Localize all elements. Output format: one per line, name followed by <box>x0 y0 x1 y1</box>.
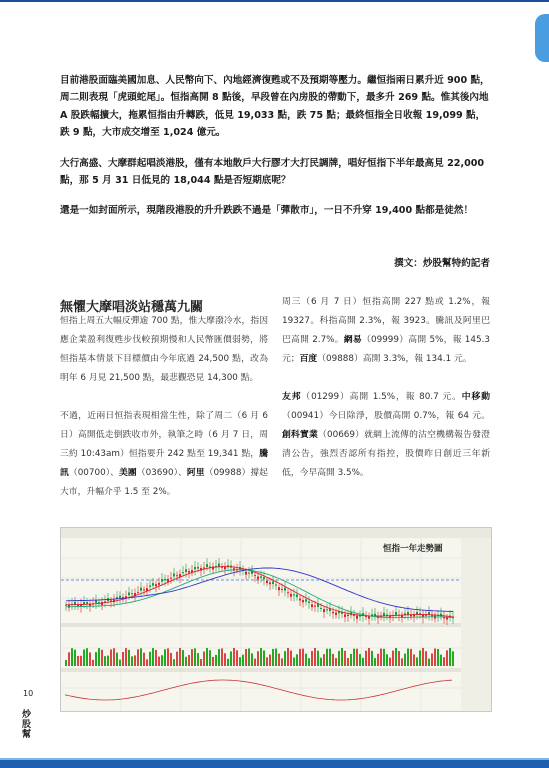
candle-body <box>194 567 196 569</box>
volume-bar <box>296 654 298 666</box>
volume-bar <box>443 657 445 666</box>
volume-bar <box>359 654 361 666</box>
volume-bar <box>68 652 70 666</box>
volume-bar <box>272 649 274 666</box>
candle-body <box>311 604 313 607</box>
volume-bar <box>149 652 151 666</box>
candle-body <box>167 579 169 582</box>
volume-bar <box>425 651 427 666</box>
volume-bar <box>206 648 208 666</box>
volume-bar <box>239 657 241 666</box>
volume-bar <box>422 648 424 666</box>
right-p2-text-c2: （00941）今日除淨，股價高開 0.7%，報 64 元。 <box>282 411 490 421</box>
volume-bar <box>86 648 88 666</box>
volume-bar <box>140 648 142 666</box>
volume-bar <box>221 648 223 666</box>
candle-body <box>278 587 280 590</box>
candle-body <box>218 564 220 567</box>
candle-body <box>368 616 370 619</box>
volume-bar <box>371 651 373 666</box>
volume-bar <box>119 660 121 666</box>
intro-paragraph-3: 還是一如封面所示，現階段港股的升升跌跌不過是「彈散市」，一日不升穿 19,400 點都是徒然！ <box>60 205 474 217</box>
volume-bar <box>347 658 349 666</box>
volume-bar <box>266 657 268 666</box>
volume-bar <box>305 654 307 666</box>
volume-bar <box>344 651 346 666</box>
left-p2-text-c2: （03690）、 <box>136 468 187 478</box>
candle-body <box>263 577 265 579</box>
paragraph-gap <box>60 388 268 407</box>
volume-bar <box>218 649 220 666</box>
volume-bar <box>353 649 355 666</box>
volume-bar <box>233 648 235 666</box>
candle-body <box>320 608 322 609</box>
volume-bar <box>173 659 175 666</box>
volume-bar <box>77 656 79 666</box>
candle-body <box>407 612 409 614</box>
volume-bar <box>449 648 451 666</box>
candle-body <box>152 583 154 585</box>
volume-bar <box>326 649 328 666</box>
left-p2-text-a: 不過，近兩日恒指表現相當生性，除了周二（6 月 6 日）高開低走倒跌收市外，執筆之時（6 月 7 日，周三約 10:43am）恒指要升 242 點至 19,341 點， <box>60 411 268 459</box>
volume-bar <box>254 659 256 666</box>
candle-body <box>254 575 256 576</box>
candle-body <box>119 596 121 598</box>
volume-bar <box>179 648 181 666</box>
candle-body <box>284 588 286 591</box>
candle-body <box>143 589 145 590</box>
volume-bar <box>341 648 343 666</box>
volume-bar <box>338 651 340 666</box>
right-paragraph-2 <box>282 388 490 483</box>
volume-bar <box>275 649 277 666</box>
volume-bar <box>248 648 250 666</box>
chart-title: 恒指一年走勢圖 <box>383 544 443 554</box>
volume-bar <box>362 658 364 666</box>
volume-bar <box>146 659 148 666</box>
volume-bar <box>245 649 247 666</box>
right-paragraph-1 <box>282 293 490 369</box>
left-paragraph-1: 恒指上周五大幅反彈逾 700 點，惟大摩潑冷水，指因應企業盈利復甦步伐較預期慢和人民幣匯價弱勢，將恒指基本情景下目標價由今年底過 24,500 點，改為明年 6 月見 21,500 點，最悲觀恐見 14,300 點。 <box>60 316 268 383</box>
candle-body <box>248 573 250 574</box>
volume-bar <box>278 654 280 666</box>
volume-bar <box>197 653 199 666</box>
candle-body <box>182 572 184 573</box>
volume-bar <box>215 655 217 666</box>
candle-body <box>203 567 205 568</box>
right-p1-text-c1: （09999）高開 5%，報 145.3 元； <box>282 335 490 364</box>
volume-bar <box>290 651 292 666</box>
volume-bar <box>143 653 145 666</box>
candle-body <box>260 576 262 578</box>
stock-name-netease: 網易 <box>343 335 362 345</box>
chart-divider-1 <box>61 623 491 627</box>
volume-bar <box>287 648 289 666</box>
candle-body <box>86 602 88 604</box>
volume-bar <box>446 650 448 666</box>
volume-bar <box>392 651 394 666</box>
candle-body <box>431 615 433 616</box>
volume-bar <box>200 659 202 666</box>
paragraph-gap <box>282 369 490 388</box>
volume-bar <box>257 651 259 666</box>
page-corner-tab <box>535 14 549 62</box>
candle-body <box>293 594 295 595</box>
volume-bar <box>380 649 382 666</box>
volume-bar <box>410 649 412 666</box>
candle-body <box>149 585 151 586</box>
candle-body <box>170 578 172 579</box>
candle-body <box>155 584 157 586</box>
volume-bar <box>281 658 283 666</box>
volume-bar <box>152 648 154 666</box>
volume-bar <box>335 658 337 666</box>
volume-bar <box>191 649 193 666</box>
candle-body <box>323 609 325 612</box>
candle-body <box>266 581 268 583</box>
volume-bar <box>122 652 124 666</box>
candle-body <box>158 583 160 585</box>
volume-bar <box>350 654 352 666</box>
volume-bar <box>323 654 325 666</box>
oscillator-line <box>65 680 452 700</box>
candle-body <box>314 606 316 607</box>
volume-bar <box>203 652 205 666</box>
volume-bar <box>242 655 244 666</box>
page-header-band <box>0 0 549 48</box>
byline: 撰文：炒股幫特約記者 <box>394 258 490 269</box>
candle-body <box>272 581 274 584</box>
volume-bar <box>320 658 322 666</box>
candle-body <box>335 613 337 615</box>
volume-bar <box>407 649 409 666</box>
volume-bar <box>188 655 190 666</box>
volume-bar <box>404 654 406 666</box>
volume-bar <box>293 658 295 666</box>
candle-body <box>302 600 304 602</box>
volume-bar <box>65 660 67 666</box>
candle-body <box>383 613 385 616</box>
volume-bar <box>308 658 310 666</box>
volume-bar <box>158 657 160 666</box>
volume-bar <box>317 651 319 666</box>
left-column <box>60 312 268 502</box>
volume-bar <box>212 657 214 666</box>
candle-body <box>173 573 175 576</box>
footer-band <box>0 760 549 768</box>
volume-bar <box>125 648 127 666</box>
volume-bar <box>104 656 106 666</box>
moving-average-red <box>66 567 453 617</box>
stock-name-aia: 友邦 <box>282 392 302 402</box>
volume-bar <box>113 648 115 666</box>
left-p2-text-c3: （09988）撐起大市，升幅介乎 1.5 至 2%。 <box>60 468 268 497</box>
volume-bar <box>428 659 430 666</box>
stock-name-china-mobile: 中移動 <box>461 392 490 402</box>
volume-bar <box>131 656 133 666</box>
volume-bar <box>263 650 265 666</box>
candle-body <box>164 579 166 580</box>
volume-bar <box>83 650 85 666</box>
candle-body <box>281 589 283 590</box>
chart-price-axis <box>461 538 491 711</box>
volume-bar <box>251 653 253 666</box>
volume-bar <box>164 649 166 666</box>
candle-body <box>365 616 367 617</box>
candle-body <box>206 564 208 567</box>
volume-bar <box>434 649 436 666</box>
candle-body <box>137 592 139 593</box>
moving-average-blue <box>66 568 453 612</box>
volume-bar <box>383 649 385 666</box>
volume-bar <box>437 649 439 666</box>
candle-body <box>197 567 199 569</box>
candle-body <box>188 571 190 573</box>
volume-bar <box>74 650 76 666</box>
volume-bar <box>95 652 97 666</box>
volume-bar <box>182 650 184 666</box>
candle-body <box>83 602 85 604</box>
volume-bar <box>98 648 100 666</box>
candle-body <box>326 609 328 610</box>
volume-bar <box>413 654 415 666</box>
candle-body <box>344 614 346 617</box>
candle-body <box>104 601 106 602</box>
volume-bar <box>167 648 169 666</box>
volume-bar <box>374 658 376 666</box>
volume-bar <box>170 653 172 666</box>
volume-bar <box>107 656 109 666</box>
chart-graphic <box>61 528 491 711</box>
volume-bar <box>284 651 286 666</box>
hsi-one-year-chart-image <box>60 527 492 712</box>
candle-body <box>185 569 187 572</box>
volume-bar <box>452 651 454 666</box>
volume-bar <box>398 651 400 666</box>
candle-body <box>296 594 298 597</box>
candle-body <box>74 602 76 605</box>
stock-name-techtronic: 創科實業 <box>282 430 318 440</box>
candle-body <box>347 615 349 616</box>
candle-body <box>257 576 259 579</box>
volume-bar <box>416 657 418 666</box>
volume-bar <box>386 654 388 666</box>
volume-bar <box>161 655 163 666</box>
left-p2-text-c1: （00700）、 <box>68 468 120 478</box>
volume-bar <box>431 653 433 666</box>
candle-body <box>224 567 226 570</box>
candle-body <box>299 599 301 601</box>
stock-name-meituan: 美團 <box>119 468 137 478</box>
intro-block <box>60 72 490 233</box>
page-header-rule <box>0 0 549 2</box>
candle-body <box>332 612 334 613</box>
volume-bar <box>377 654 379 666</box>
volume-bar <box>368 648 370 666</box>
volume-bar <box>389 658 391 666</box>
volume-bar <box>71 648 73 666</box>
candle-body <box>140 588 142 591</box>
candle-body <box>269 582 271 584</box>
candle-body <box>395 612 397 615</box>
intro-paragraph-1: 目前港股面臨美國加息、人民幣向下、內地經濟復甦或不及預期等壓力。繼恒指兩日累升近 900 點，周二則表現「虎頭蛇尾」。恒指高開 8 點後，早段曾在內房股的帶動下，最多升 269 點。惟其後內地 A 股跌幅擴大，拖累恒指由升轉跌，低見 19,033 點，跌 75 點；最終恒指全日收報 19,099 點，跌 9 點，大市成交增至 1,024 億元。 <box>60 75 490 139</box>
volume-bar <box>236 650 238 666</box>
volume-bar <box>92 660 94 666</box>
moving-average-green <box>66 570 453 618</box>
volume-bar <box>89 652 91 666</box>
candle-body <box>308 601 310 603</box>
intro-paragraph-2: 大行高盛、大摩群起唱淡港股，僅有本地散戶大行膠才大打民調牌，唱好恒指下半年最高見 22,000 點，那 5 月 31 日低見的 18,044 點是否短期底呢？ <box>60 157 485 187</box>
candle-body <box>404 613 406 614</box>
right-column <box>282 293 490 483</box>
volume-bar <box>110 649 112 666</box>
volume-bar <box>356 649 358 666</box>
stock-name-baidu: 百度 <box>299 354 318 364</box>
volume-bar <box>80 656 82 666</box>
candle-body <box>356 616 358 619</box>
left-paragraph-2 <box>60 407 268 502</box>
volume-bar <box>299 649 301 666</box>
volume-bar <box>311 651 313 666</box>
volume-bar <box>329 649 331 666</box>
candle-body <box>275 585 277 586</box>
volume-bar <box>128 650 130 666</box>
volume-bar <box>302 649 304 666</box>
volume-bar <box>224 653 226 666</box>
candle-body <box>176 575 178 576</box>
volume-bar <box>194 648 196 666</box>
volume-bar <box>395 648 397 666</box>
section-title: 無懼大摩唱淡站穩萬九關 <box>60 300 204 315</box>
volume-bar <box>365 651 367 666</box>
candle-body <box>245 572 247 575</box>
volume-bar <box>269 655 271 666</box>
volume-bar <box>230 651 232 666</box>
candle-body <box>353 615 355 616</box>
stock-name-tencent: 騰訊 <box>60 449 268 478</box>
right-p1-text-a: 周三（6 月 7 日）恒指高開 227 點或 1.2%，報 19327。科指高開 2.3%，報 3923。騰訊及阿里巴巴高開 2.7%。 <box>282 297 490 345</box>
volume-bar <box>440 655 442 666</box>
volume-bars <box>65 648 454 666</box>
right-p2-text-c1: （01299）高開 1.5%，報 80.7 元。 <box>301 392 462 402</box>
volume-bar <box>176 652 178 666</box>
volume-bar <box>332 654 334 666</box>
volume-bar <box>155 650 157 666</box>
volume-bar <box>401 658 403 666</box>
page-number: 10 <box>23 689 34 698</box>
right-p2-text-c3: （00669）就網上流傳的沽空機構報告發澄清公告，強烈否認所有指控，股價昨日創近三年新低，今早高開 3.5%。 <box>282 430 490 478</box>
publication-tag: 炒股幫 <box>22 710 32 740</box>
volume-bar <box>137 649 139 666</box>
candle-body <box>161 579 163 582</box>
volume-bar <box>419 650 421 666</box>
chart-divider-2 <box>61 668 491 672</box>
volume-bar <box>260 648 262 666</box>
candle-body <box>131 593 133 594</box>
volume-bar <box>227 659 229 666</box>
candle-body <box>128 592 130 595</box>
candle-body <box>305 599 307 601</box>
volume-bar <box>314 648 316 666</box>
volume-bar <box>209 650 211 666</box>
chart-header-strip <box>61 528 491 538</box>
candle-body <box>287 592 289 593</box>
volume-bar <box>185 657 187 666</box>
volume-bar <box>101 650 103 666</box>
stock-name-alibaba: 阿里 <box>186 468 205 478</box>
volume-bar <box>116 653 118 666</box>
candle-body <box>290 594 292 597</box>
right-p1-text-c2: （09888）高開 3.3%，報 134.1 元。 <box>317 354 472 364</box>
volume-bar <box>134 655 136 666</box>
